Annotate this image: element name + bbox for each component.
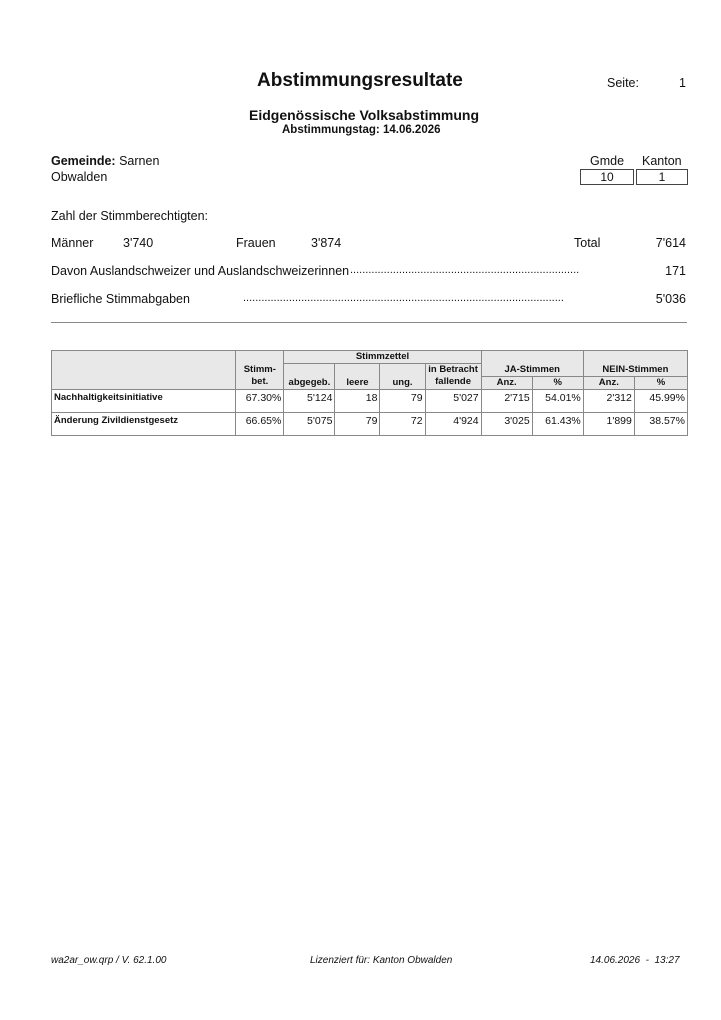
- men-label: Männer: [51, 236, 94, 250]
- vote-date: [282, 124, 441, 136]
- row-ja-anz: 3'025: [481, 412, 532, 435]
- women-value: 3'874: [311, 236, 342, 250]
- row-leere: 79: [335, 412, 380, 435]
- header-abgegeb: abgegeb.: [284, 364, 335, 390]
- row-leere: 18: [335, 389, 380, 412]
- header-blank: [52, 351, 236, 390]
- header-ja-blank: [481, 351, 583, 364]
- canton-name: Obwalden: [51, 170, 108, 184]
- vote-date-label: Abstimmungstag:: [282, 124, 380, 136]
- footer-file: wa2ar_ow.qrp / V. 62.1.00: [51, 955, 167, 966]
- header-ung: ung.: [380, 364, 425, 390]
- row-ung: 72: [380, 412, 425, 435]
- header-stimmbet-2: bet.: [236, 376, 284, 389]
- header-nein-blank: [583, 351, 687, 364]
- abroad-dots: ...........................................................................: [350, 264, 580, 276]
- footer-license-value: Kanton Obwalden: [372, 955, 453, 966]
- row-ja-pct: 61.43%: [532, 412, 583, 435]
- row-nein-pct: 38.57%: [634, 412, 687, 435]
- row-ung: 79: [380, 389, 425, 412]
- kanton-label: Kanton: [642, 154, 682, 168]
- header-nein-anz: Anz.: [583, 376, 634, 389]
- women-label: Frauen: [236, 236, 276, 250]
- municipality-name: Sarnen: [119, 154, 160, 168]
- row-fallende: 5'027: [425, 389, 481, 412]
- header-stimmzettel: Stimmzettel: [284, 351, 481, 364]
- total-value: 7'614: [655, 236, 686, 250]
- row-nein-anz: 2'312: [583, 389, 634, 412]
- gmde-value-box: 10: [580, 169, 634, 185]
- header-betracht-2: fallende: [425, 376, 481, 389]
- footer-license-label: Lizenziert für:: [310, 955, 371, 966]
- section-divider: [51, 322, 687, 323]
- table-row: [52, 412, 688, 435]
- header-ja: JA-Stimmen: [481, 364, 583, 377]
- postal-value: 5'036: [655, 292, 686, 306]
- row-stimmbet: 66.65%: [236, 412, 284, 435]
- municipality-label: Gemeinde:: [51, 154, 116, 168]
- page-title: Abstimmungsresultate: [257, 70, 463, 91]
- page-label: Seite:: [607, 76, 639, 90]
- header-ja-pct: %: [532, 376, 583, 389]
- row-name: Nachhaltigkeitsinitiative: [52, 389, 236, 412]
- postal-dots: .........................................................................................................: [243, 292, 564, 304]
- header-stimmbet-1: Stimm-: [236, 364, 284, 377]
- kanton-value-box: 1: [636, 169, 688, 185]
- table-row: [52, 389, 688, 412]
- men-value: 3'740: [123, 236, 154, 250]
- footer-license: [310, 955, 452, 966]
- header-betracht-1: in Betracht: [425, 364, 481, 377]
- row-nein-pct: 45.99%: [634, 389, 687, 412]
- row-abgegeb: 5'075: [284, 412, 335, 435]
- header-ja-anz: Anz.: [481, 376, 532, 389]
- row-stimmbet: 67.30%: [236, 389, 284, 412]
- postal-label: Briefliche Stimmabgaben: [51, 292, 190, 306]
- abroad-value: 171: [665, 264, 686, 278]
- header-nein-pct: %: [634, 376, 687, 389]
- header-stimmbet-blank: [236, 351, 284, 364]
- vote-subtitle: Eidgenössische Volksabstimmung: [249, 107, 480, 123]
- page-number: 1: [679, 76, 686, 90]
- row-name: Änderung Zivildienstgesetz: [52, 412, 236, 435]
- row-abgegeb: 5'124: [284, 389, 335, 412]
- footer-timestamp: 14.06.2026 - 13:27: [590, 955, 680, 966]
- results-table: [51, 350, 688, 436]
- municipality-line: [51, 154, 159, 168]
- row-fallende: 4'924: [425, 412, 481, 435]
- row-nein-anz: 1'899: [583, 412, 634, 435]
- header-nein: NEIN-Stimmen: [583, 364, 687, 377]
- voters-heading: Zahl der Stimmberechtigten:: [51, 209, 209, 223]
- table-header-row-1: [52, 351, 688, 364]
- vote-date-value: 14.06.2026: [382, 124, 441, 136]
- row-ja-anz: 2'715: [481, 389, 532, 412]
- gmde-label: Gmde: [590, 154, 625, 168]
- total-label: Total: [574, 236, 601, 250]
- header-leere: leere: [335, 364, 380, 390]
- abroad-label: Davon Auslandschweizer und Auslandschweizerinnen: [51, 264, 350, 278]
- row-ja-pct: 54.01%: [532, 389, 583, 412]
